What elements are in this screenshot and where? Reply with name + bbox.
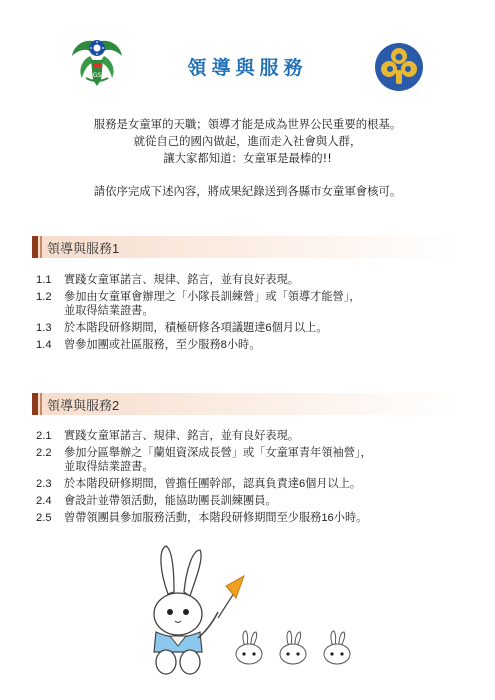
item-number: 1.3 (36, 322, 52, 334)
page-title: 領導與服務 (187, 57, 308, 79)
section-bar (40, 393, 42, 415)
list-item (36, 446, 372, 474)
section-title: 領導與服務1 (47, 241, 120, 256)
list-item (36, 273, 299, 287)
item-text: 於本階段研修期間，曾擔任團幹部，認真負責達6個月以上。 (64, 478, 362, 490)
item-text: 實踐女童軍諾言、規律、銘言，並有良好表現。 (64, 274, 299, 286)
item-text: 實踐女童軍諾言、規律、銘言，並有良好表現。 (64, 430, 299, 442)
item-continuation: 並取得結業證書。 (64, 461, 154, 473)
list-item (36, 494, 277, 508)
small-rabbit-icon (232, 630, 266, 668)
section-bar (40, 236, 42, 258)
item-number: 2.3 (36, 478, 52, 490)
item-number: 1.4 (36, 339, 52, 351)
item-number: 1.2 (36, 291, 52, 303)
small-rabbit-icon (320, 630, 354, 668)
section-title: 領導與服務2 (47, 398, 120, 413)
intro-line: 讓大家都知道：女童軍是最棒的!! (163, 151, 332, 165)
instruction-line: 請依序完成下述內容，將成果紀錄送到各縣市女童軍會核可。 (93, 184, 402, 198)
item-continuation: 並取得結業證書。 (64, 305, 154, 317)
item-text: 參加由女童軍會辦理之「小隊長訓練營」或「領導才能營」， (64, 291, 361, 303)
intro-line: 服務是女童軍的天職；領導才能是成為世界公民重要的根基。 (93, 117, 402, 131)
item-text: 參加分區舉辦之「蘭姐資深成長營」或「女童軍青年領袖營」， (64, 447, 372, 459)
item-text: 會設計並帶領活動，能協助團長訓練團員。 (64, 495, 277, 507)
svg-text:GS: GS (92, 72, 102, 79)
list-item (36, 511, 367, 525)
item-number: 2.5 (36, 512, 52, 524)
list-item (36, 290, 360, 318)
list-item (36, 338, 260, 352)
item-text: 於本階段研修期間，積極研修各項議題達6個月以上。 (64, 322, 328, 334)
item-number: 1.1 (36, 274, 52, 286)
small-rabbit-icon (276, 630, 310, 668)
item-number: 2.1 (36, 430, 52, 442)
item-text: 曾帶領團員參加服務活動，本階段研修期間至少服務16小時。 (64, 512, 368, 524)
item-number: 2.4 (36, 495, 52, 507)
section-bar (32, 236, 38, 258)
list-item (36, 477, 361, 491)
list-item (36, 429, 299, 443)
section-bar (32, 393, 38, 415)
item-number: 2.2 (36, 447, 52, 459)
item-text: 曾參加團或社區服務，至少服務8小時。 (64, 339, 261, 351)
section-heading (32, 393, 460, 415)
section-heading (32, 236, 460, 258)
intro-line: 就從自己的國內做起，進而走入社會與人群， (133, 134, 362, 148)
list-item (36, 321, 328, 335)
